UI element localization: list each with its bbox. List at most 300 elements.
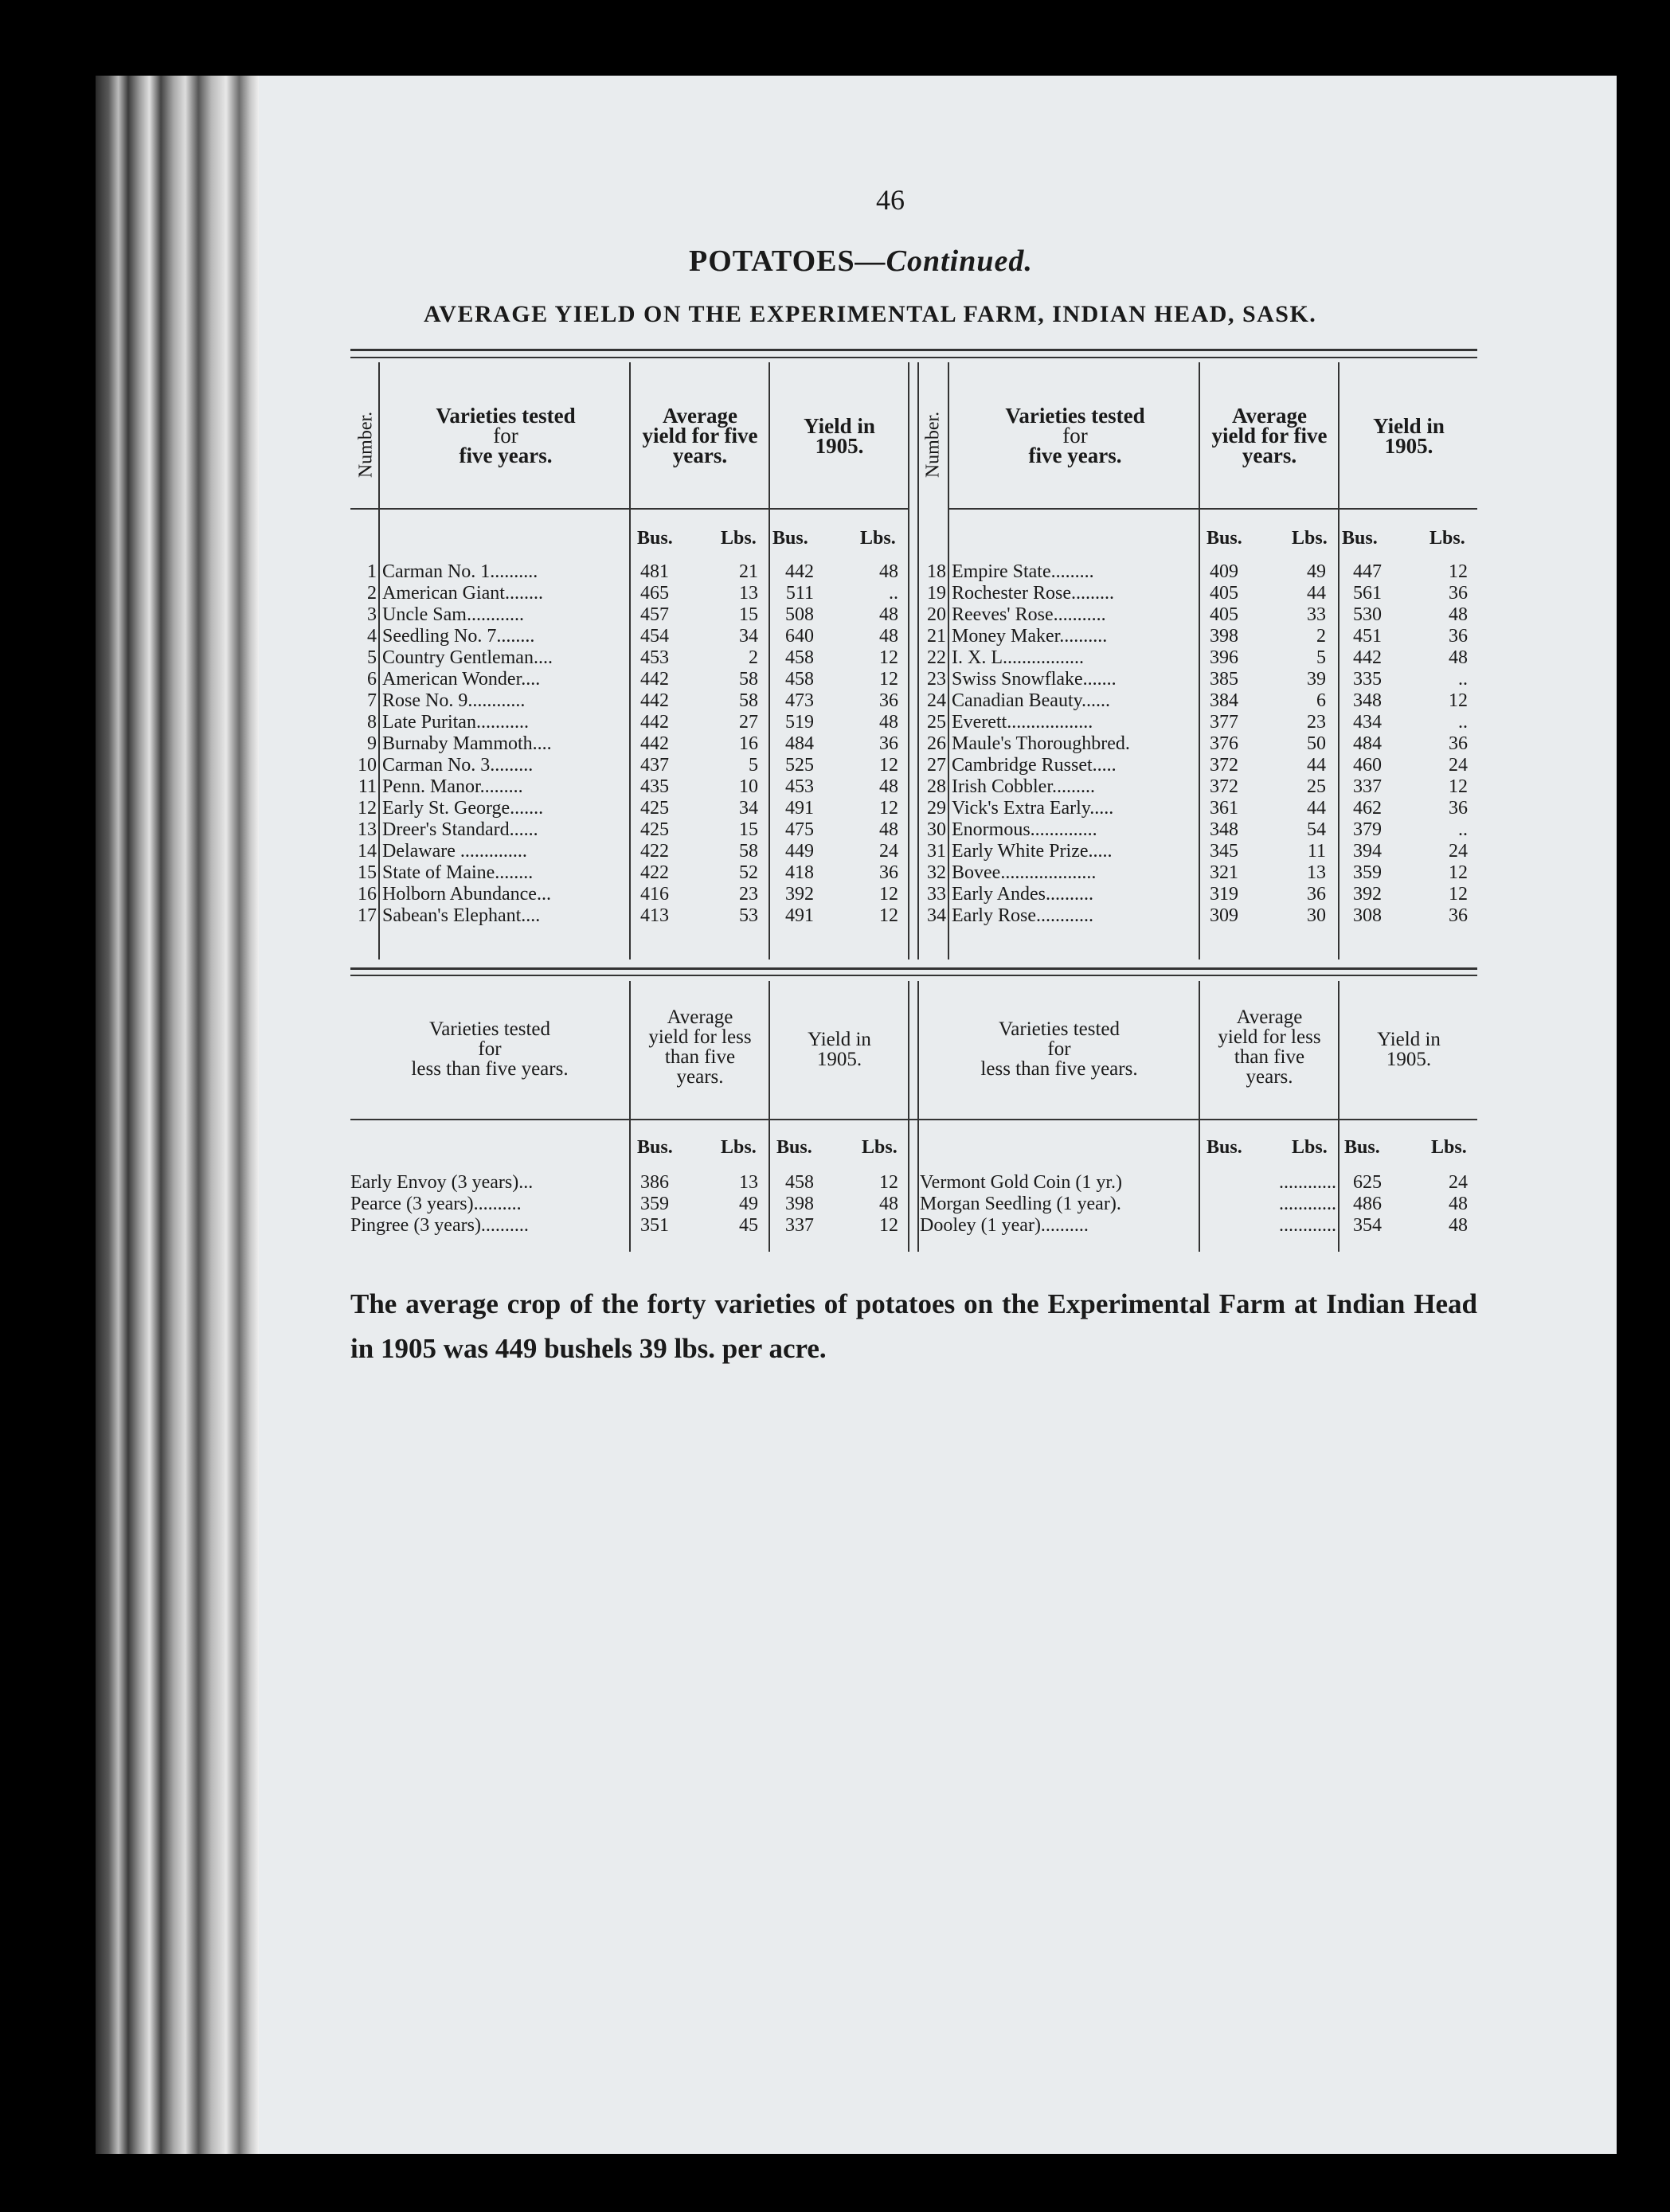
yield-pounds: 24 (1449, 841, 1468, 862)
header-line: less than five years. (980, 1058, 1138, 1080)
rule (350, 967, 1477, 970)
unit-lbs: Lbs. (860, 528, 896, 549)
variety-name: Early Rose............ (952, 905, 1093, 926)
avg-bushels: 398 (1210, 626, 1238, 647)
yield-pounds: 48 (1449, 1194, 1468, 1214)
variety-name: Reeves' Rose........... (952, 604, 1106, 625)
yield-header-right (1340, 416, 1477, 456)
table-row (0, 1215, 1670, 1237)
avg-bushels: ............ (1279, 1215, 1336, 1236)
avg-pounds: 27 (739, 712, 758, 733)
yield-pounds: 12 (879, 798, 898, 819)
avg-pounds: 13 (739, 1172, 758, 1193)
unit-bus: Bus. (1342, 528, 1378, 549)
avg-pounds: 15 (739, 819, 758, 840)
yield-bushels: 449 (785, 841, 814, 862)
avg-pounds: 54 (1307, 819, 1326, 840)
row-number: 8 (367, 712, 377, 733)
variety-name: Bovee.................... (952, 862, 1097, 883)
yield-bushels: 451 (1353, 626, 1382, 647)
avg-pounds: 10 (739, 776, 758, 797)
variety-name: Delaware .............. (382, 841, 527, 862)
row-number: 4 (367, 626, 377, 647)
avg-pounds: 33 (1307, 604, 1326, 625)
variety-name: Dooley (1 year).......... (920, 1215, 1089, 1236)
yield-bushels: 442 (1353, 647, 1382, 668)
table-row (0, 1172, 1670, 1194)
variety-name: Money Maker.......... (952, 626, 1108, 647)
avg-bushels: 454 (640, 626, 669, 647)
summary-paragraph: The average crop of the forty varieties of potatoes on the Experimental Farm at Indian Head in 1905 was 449 bushels 39 lbs. per acre. (350, 1288, 1477, 1364)
variety-name: Rose No. 9............ (382, 690, 526, 711)
variety-name: Maule's Thoroughbred. (952, 733, 1130, 754)
avg-bushels: 437 (640, 755, 669, 776)
avg-bushels: 409 (1210, 561, 1238, 582)
varieties-header-left (382, 406, 629, 466)
avg-bushels: 442 (640, 690, 669, 711)
avg-bushels: 442 (640, 669, 669, 690)
avg-bushels: 345 (1210, 841, 1238, 862)
row-number: 11 (358, 776, 377, 797)
avg-pounds: 23 (739, 884, 758, 905)
yield-pounds: 48 (1449, 1215, 1468, 1236)
header-line: Varieties tested (1005, 404, 1145, 428)
row-number: 26 (927, 733, 946, 754)
yield-bushels: 458 (785, 1172, 814, 1193)
header-line: yield for five (642, 424, 758, 447)
yield-pounds: 36 (1449, 583, 1468, 604)
variety-name: Early Envoy (3 years)... (350, 1172, 534, 1193)
variety-name: Seedling No. 7........ (382, 626, 535, 647)
unit-bus: Bus. (776, 1137, 812, 1158)
row-number: 23 (927, 669, 946, 690)
table-row (0, 798, 1670, 819)
row-number: 14 (358, 841, 377, 862)
avg-pounds: 53 (739, 905, 758, 926)
yield-bushels: 392 (785, 884, 814, 905)
table-subtitle: AVERAGE YIELD ON THE EXPERIMENTAL FARM, INDIAN HEAD, SASK. (424, 301, 1317, 327)
table-row (0, 669, 1670, 690)
yield-pounds: 36 (879, 862, 898, 883)
short-yield-header-right (1340, 1030, 1477, 1069)
yield-header-left (771, 416, 908, 456)
avg-bushels: 372 (1210, 776, 1238, 797)
yield-bushels: 348 (1353, 690, 1382, 711)
short-varieties-header-left (350, 1019, 629, 1079)
yield-bushels: 525 (785, 755, 814, 776)
header-line: 1905. (1384, 434, 1433, 458)
row-number: 17 (358, 905, 377, 926)
yield-bushels: 511 (785, 583, 814, 604)
header-line: years. (1246, 1066, 1293, 1088)
yield-bushels: 484 (1353, 733, 1382, 754)
unit-bus: Bus. (1207, 1137, 1242, 1158)
table-row (0, 776, 1670, 798)
yield-pounds: .. (1458, 669, 1468, 690)
yield-bushels: 394 (1353, 841, 1382, 862)
header-line: yield for less (1218, 1026, 1321, 1048)
avg-bushels: ............ (1279, 1172, 1336, 1193)
unit-lbs: Lbs. (1431, 1137, 1467, 1158)
variety-name: I. X. L................. (952, 647, 1084, 668)
average-header-left (632, 406, 769, 466)
avg-bushels: 385 (1210, 669, 1238, 690)
yield-bushels: 335 (1353, 669, 1382, 690)
avg-pounds: 6 (1316, 690, 1326, 711)
short-varieties-header-right (920, 1019, 1199, 1079)
row-number: 28 (927, 776, 946, 797)
yield-pounds: .. (1458, 712, 1468, 733)
header-line: Average (1236, 1006, 1303, 1028)
avg-pounds: 13 (1307, 862, 1326, 883)
avg-pounds: 5 (749, 755, 758, 776)
variety-name: Carman No. 1.......... (382, 561, 538, 582)
variety-name: American Wonder.... (382, 669, 541, 690)
avg-pounds: 5 (1316, 647, 1326, 668)
varieties-header-right (952, 406, 1199, 466)
yield-pounds: 36 (1449, 905, 1468, 926)
header-line: less than five years. (411, 1058, 569, 1080)
yield-pounds: 12 (879, 755, 898, 776)
header-line: years. (672, 444, 728, 467)
short-average-header-right (1201, 1007, 1338, 1087)
header-line: years. (1242, 444, 1297, 467)
yield-bushels: 379 (1353, 819, 1382, 840)
avg-bushels: 309 (1210, 905, 1238, 926)
avg-pounds: 23 (1307, 712, 1326, 733)
yield-bushels: 491 (785, 798, 814, 819)
row-number: 34 (927, 905, 946, 926)
short-average-header-left (632, 1007, 769, 1087)
unit-lbs: Lbs. (1292, 528, 1328, 549)
yield-bushels: 434 (1353, 712, 1382, 733)
variety-name: Morgan Seedling (1 year). (920, 1194, 1121, 1214)
unit-bus: Bus. (637, 528, 673, 549)
yield-pounds: 48 (1449, 647, 1468, 668)
avg-bushels: 376 (1210, 733, 1238, 754)
header-line: Yield in (1377, 1029, 1441, 1050)
avg-bushels: 377 (1210, 712, 1238, 733)
rule (350, 1119, 1477, 1120)
average-header-right (1201, 406, 1338, 466)
table-row (0, 819, 1670, 841)
table-row (0, 626, 1670, 647)
avg-bushels: 435 (640, 776, 669, 797)
avg-bushels: 422 (640, 862, 669, 883)
yield-bushels: 519 (785, 712, 814, 733)
avg-bushels: 359 (640, 1194, 669, 1214)
yield-pounds: 36 (879, 690, 898, 711)
yield-pounds: 12 (879, 1215, 898, 1236)
variety-name: Canadian Beauty...... (952, 690, 1111, 711)
yield-bushels: 460 (1353, 755, 1382, 776)
avg-pounds: 2 (1316, 626, 1326, 647)
header-line: five years. (1028, 444, 1122, 467)
avg-pounds: 44 (1307, 755, 1326, 776)
avg-bushels: 405 (1210, 604, 1238, 625)
header-line: than five (664, 1046, 736, 1068)
yield-bushels: 640 (785, 626, 814, 647)
header-line: 1905. (1386, 1049, 1432, 1070)
variety-name: Enormous.............. (952, 819, 1097, 840)
unit-lbs: Lbs. (1429, 528, 1465, 549)
avg-pounds: 44 (1307, 583, 1326, 604)
avg-bushels: 348 (1210, 819, 1238, 840)
avg-pounds: 52 (739, 862, 758, 883)
avg-bushels: 384 (1210, 690, 1238, 711)
row-number: 7 (367, 690, 377, 711)
page-number: 46 (876, 184, 905, 216)
yield-bushels: 462 (1353, 798, 1382, 819)
header-line: Yield in (1373, 414, 1445, 438)
number-header-left: Number. (355, 411, 377, 479)
avg-bushels: 457 (640, 604, 669, 625)
row-number: 24 (927, 690, 946, 711)
header-line: Varieties tested (436, 404, 576, 428)
book-binding (96, 76, 259, 2154)
yield-bushels: 625 (1353, 1172, 1382, 1193)
yield-pounds: 12 (1449, 776, 1468, 797)
yield-pounds: .. (889, 583, 898, 604)
avg-pounds: 11 (1307, 841, 1326, 862)
yield-pounds: 12 (879, 647, 898, 668)
header-line: Average (667, 1006, 733, 1028)
yield-pounds: 12 (879, 669, 898, 690)
yield-bushels: 530 (1353, 604, 1382, 625)
avg-pounds: 58 (739, 841, 758, 862)
yield-bushels: 458 (785, 647, 814, 668)
yield-bushels: 491 (785, 905, 814, 926)
row-number: 12 (358, 798, 377, 819)
header-line: than five (1234, 1046, 1305, 1068)
row-number: 33 (927, 884, 946, 905)
table-row (0, 583, 1670, 604)
row-number: 10 (358, 755, 377, 776)
avg-bushels: 425 (640, 819, 669, 840)
avg-pounds: 36 (1307, 884, 1326, 905)
avg-bushels: ............ (1279, 1194, 1336, 1214)
yield-pounds: 48 (879, 1194, 898, 1214)
variety-name: Burnaby Mammoth.... (382, 733, 552, 754)
avg-pounds: 2 (749, 647, 758, 668)
rule (350, 975, 1477, 976)
header-line: Varieties tested (428, 1018, 551, 1040)
avg-pounds: 49 (739, 1194, 758, 1214)
yield-bushels: 442 (785, 561, 814, 582)
avg-bushels: 321 (1210, 862, 1238, 883)
header-line: Yield in (808, 1029, 871, 1050)
header-line: Average (663, 404, 737, 428)
yield-pounds: 12 (1449, 862, 1468, 883)
avg-pounds: 58 (739, 690, 758, 711)
yield-pounds: 12 (1449, 690, 1468, 711)
unit-bus: Bus. (637, 1137, 673, 1158)
row-number: 16 (358, 884, 377, 905)
avg-pounds: 13 (739, 583, 758, 604)
avg-pounds: 34 (739, 626, 758, 647)
row-number: 22 (927, 647, 946, 668)
variety-name: Vick's Extra Early..... (952, 798, 1114, 819)
avg-bushels: 453 (640, 647, 669, 668)
yield-bushels: 473 (785, 690, 814, 711)
avg-bushels: 372 (1210, 755, 1238, 776)
section-title (689, 244, 1033, 279)
avg-pounds: 21 (739, 561, 758, 582)
row-number: 20 (927, 604, 946, 625)
avg-pounds: 58 (739, 669, 758, 690)
yield-pounds: 12 (879, 905, 898, 926)
row-number: 13 (358, 819, 377, 840)
header-line: Varieties tested (998, 1018, 1121, 1040)
variety-name: Carman No. 3......... (382, 755, 534, 776)
yield-bushels: 337 (1353, 776, 1382, 797)
avg-bushels: 422 (640, 841, 669, 862)
table-row (0, 712, 1670, 733)
yield-bushels: 359 (1353, 862, 1382, 883)
yield-pounds: 36 (879, 733, 898, 754)
section-title-suffix: —Continued. (855, 244, 1033, 278)
table-row (0, 884, 1670, 905)
avg-bushels: 319 (1210, 884, 1238, 905)
header-line: for (478, 1038, 502, 1060)
avg-bushels: 416 (640, 884, 669, 905)
variety-name: Pearce (3 years).......... (350, 1194, 522, 1214)
header-line: 1905. (816, 1049, 862, 1070)
variety-name: Pingree (3 years).......... (350, 1215, 529, 1236)
yield-pounds: 36 (1449, 626, 1468, 647)
unit-lbs: Lbs. (721, 528, 757, 549)
row-number: 31 (927, 841, 946, 862)
header-line: yield for five (1211, 424, 1328, 447)
yield-pounds: 48 (879, 712, 898, 733)
avg-bushels: 361 (1210, 798, 1238, 819)
yield-bushels: 308 (1353, 905, 1382, 926)
header-line: for (1062, 424, 1088, 447)
variety-name: Irish Cobbler......... (952, 776, 1095, 797)
table-row (0, 1194, 1670, 1215)
rule (350, 349, 1477, 351)
avg-pounds: 16 (739, 733, 758, 754)
yield-pounds: .. (1458, 819, 1468, 840)
yield-pounds: 12 (879, 1172, 898, 1193)
table-row (0, 841, 1670, 862)
avg-pounds: 30 (1307, 905, 1326, 926)
row-number: 6 (367, 669, 377, 690)
row-number: 27 (927, 755, 946, 776)
yield-bushels: 337 (785, 1215, 814, 1236)
yield-bushels: 392 (1353, 884, 1382, 905)
unit-lbs: Lbs. (1292, 1137, 1328, 1158)
variety-name: Everett.................. (952, 712, 1093, 733)
yield-bushels: 475 (785, 819, 814, 840)
avg-pounds: 39 (1307, 669, 1326, 690)
yield-pounds: 36 (1449, 798, 1468, 819)
avg-bushels: 386 (640, 1172, 669, 1193)
avg-pounds: 49 (1307, 561, 1326, 582)
unit-bus: Bus. (1207, 528, 1242, 549)
header-line: Average (1232, 404, 1307, 428)
rule (350, 357, 1477, 358)
row-number: 5 (367, 647, 377, 668)
yield-bushels: 398 (785, 1194, 814, 1214)
header-line: for (1047, 1038, 1071, 1060)
table-row (0, 690, 1670, 712)
avg-bushels: 405 (1210, 583, 1238, 604)
avg-bushels: 425 (640, 798, 669, 819)
avg-bushels: 413 (640, 905, 669, 926)
yield-pounds: 24 (879, 841, 898, 862)
yield-pounds: 48 (879, 561, 898, 582)
avg-pounds: 44 (1307, 798, 1326, 819)
yield-bushels: 447 (1353, 561, 1382, 582)
avg-bushels: 442 (640, 712, 669, 733)
avg-pounds: 25 (1307, 776, 1326, 797)
avg-pounds: 45 (739, 1215, 758, 1236)
avg-pounds: 50 (1307, 733, 1326, 754)
row-number: 18 (927, 561, 946, 582)
table-row (0, 862, 1670, 884)
row-number: 1 (367, 561, 377, 582)
row-number: 19 (927, 583, 946, 604)
table-row (0, 733, 1670, 755)
yield-pounds: 24 (1449, 755, 1468, 776)
avg-pounds: 34 (739, 798, 758, 819)
variety-name: State of Maine........ (382, 862, 534, 883)
yield-pounds: 24 (1449, 1172, 1468, 1193)
row-number: 21 (927, 626, 946, 647)
row-number: 25 (927, 712, 946, 733)
variety-name: Country Gentleman.... (382, 647, 553, 668)
variety-name: Cambridge Russet..... (952, 755, 1117, 776)
avg-bushels: 465 (640, 583, 669, 604)
header-line: yield for less (648, 1026, 752, 1048)
row-number: 32 (927, 862, 946, 883)
variety-name: Dreer's Standard...... (382, 819, 538, 840)
variety-name: Holborn Abundance... (382, 884, 551, 905)
table-row (0, 647, 1670, 669)
yield-pounds: 48 (879, 626, 898, 647)
short-yield-header-left (771, 1030, 908, 1069)
avg-bushels: 396 (1210, 647, 1238, 668)
row-number: 30 (927, 819, 946, 840)
variety-name: Empire State......... (952, 561, 1094, 582)
yield-pounds: 12 (1449, 561, 1468, 582)
table-row (0, 604, 1670, 626)
header-line: five years. (459, 444, 553, 467)
variety-name: Early St. George....... (382, 798, 544, 819)
variety-name: Early White Prize..... (952, 841, 1113, 862)
table-row (0, 905, 1670, 927)
avg-pounds: 15 (739, 604, 758, 625)
header-line: 1905. (815, 434, 864, 458)
yield-bushels: 453 (785, 776, 814, 797)
variety-name: American Giant........ (382, 583, 543, 604)
unit-bus: Bus. (772, 528, 808, 549)
header-line: for (493, 424, 518, 447)
yield-pounds: 36 (1449, 733, 1468, 754)
unit-bus: Bus. (1344, 1137, 1380, 1158)
row-number: 29 (927, 798, 946, 819)
variety-name: Swiss Snowflake....... (952, 669, 1117, 690)
unit-lbs: Lbs. (721, 1137, 757, 1158)
avg-bushels: 351 (640, 1215, 669, 1236)
section-title-text: POTATOES (689, 244, 855, 278)
yield-bushels: 561 (1353, 583, 1382, 604)
yield-pounds: 12 (879, 884, 898, 905)
number-header-right: Number. (922, 411, 944, 479)
row-number: 9 (367, 733, 377, 754)
variety-name: Uncle Sam............ (382, 604, 524, 625)
